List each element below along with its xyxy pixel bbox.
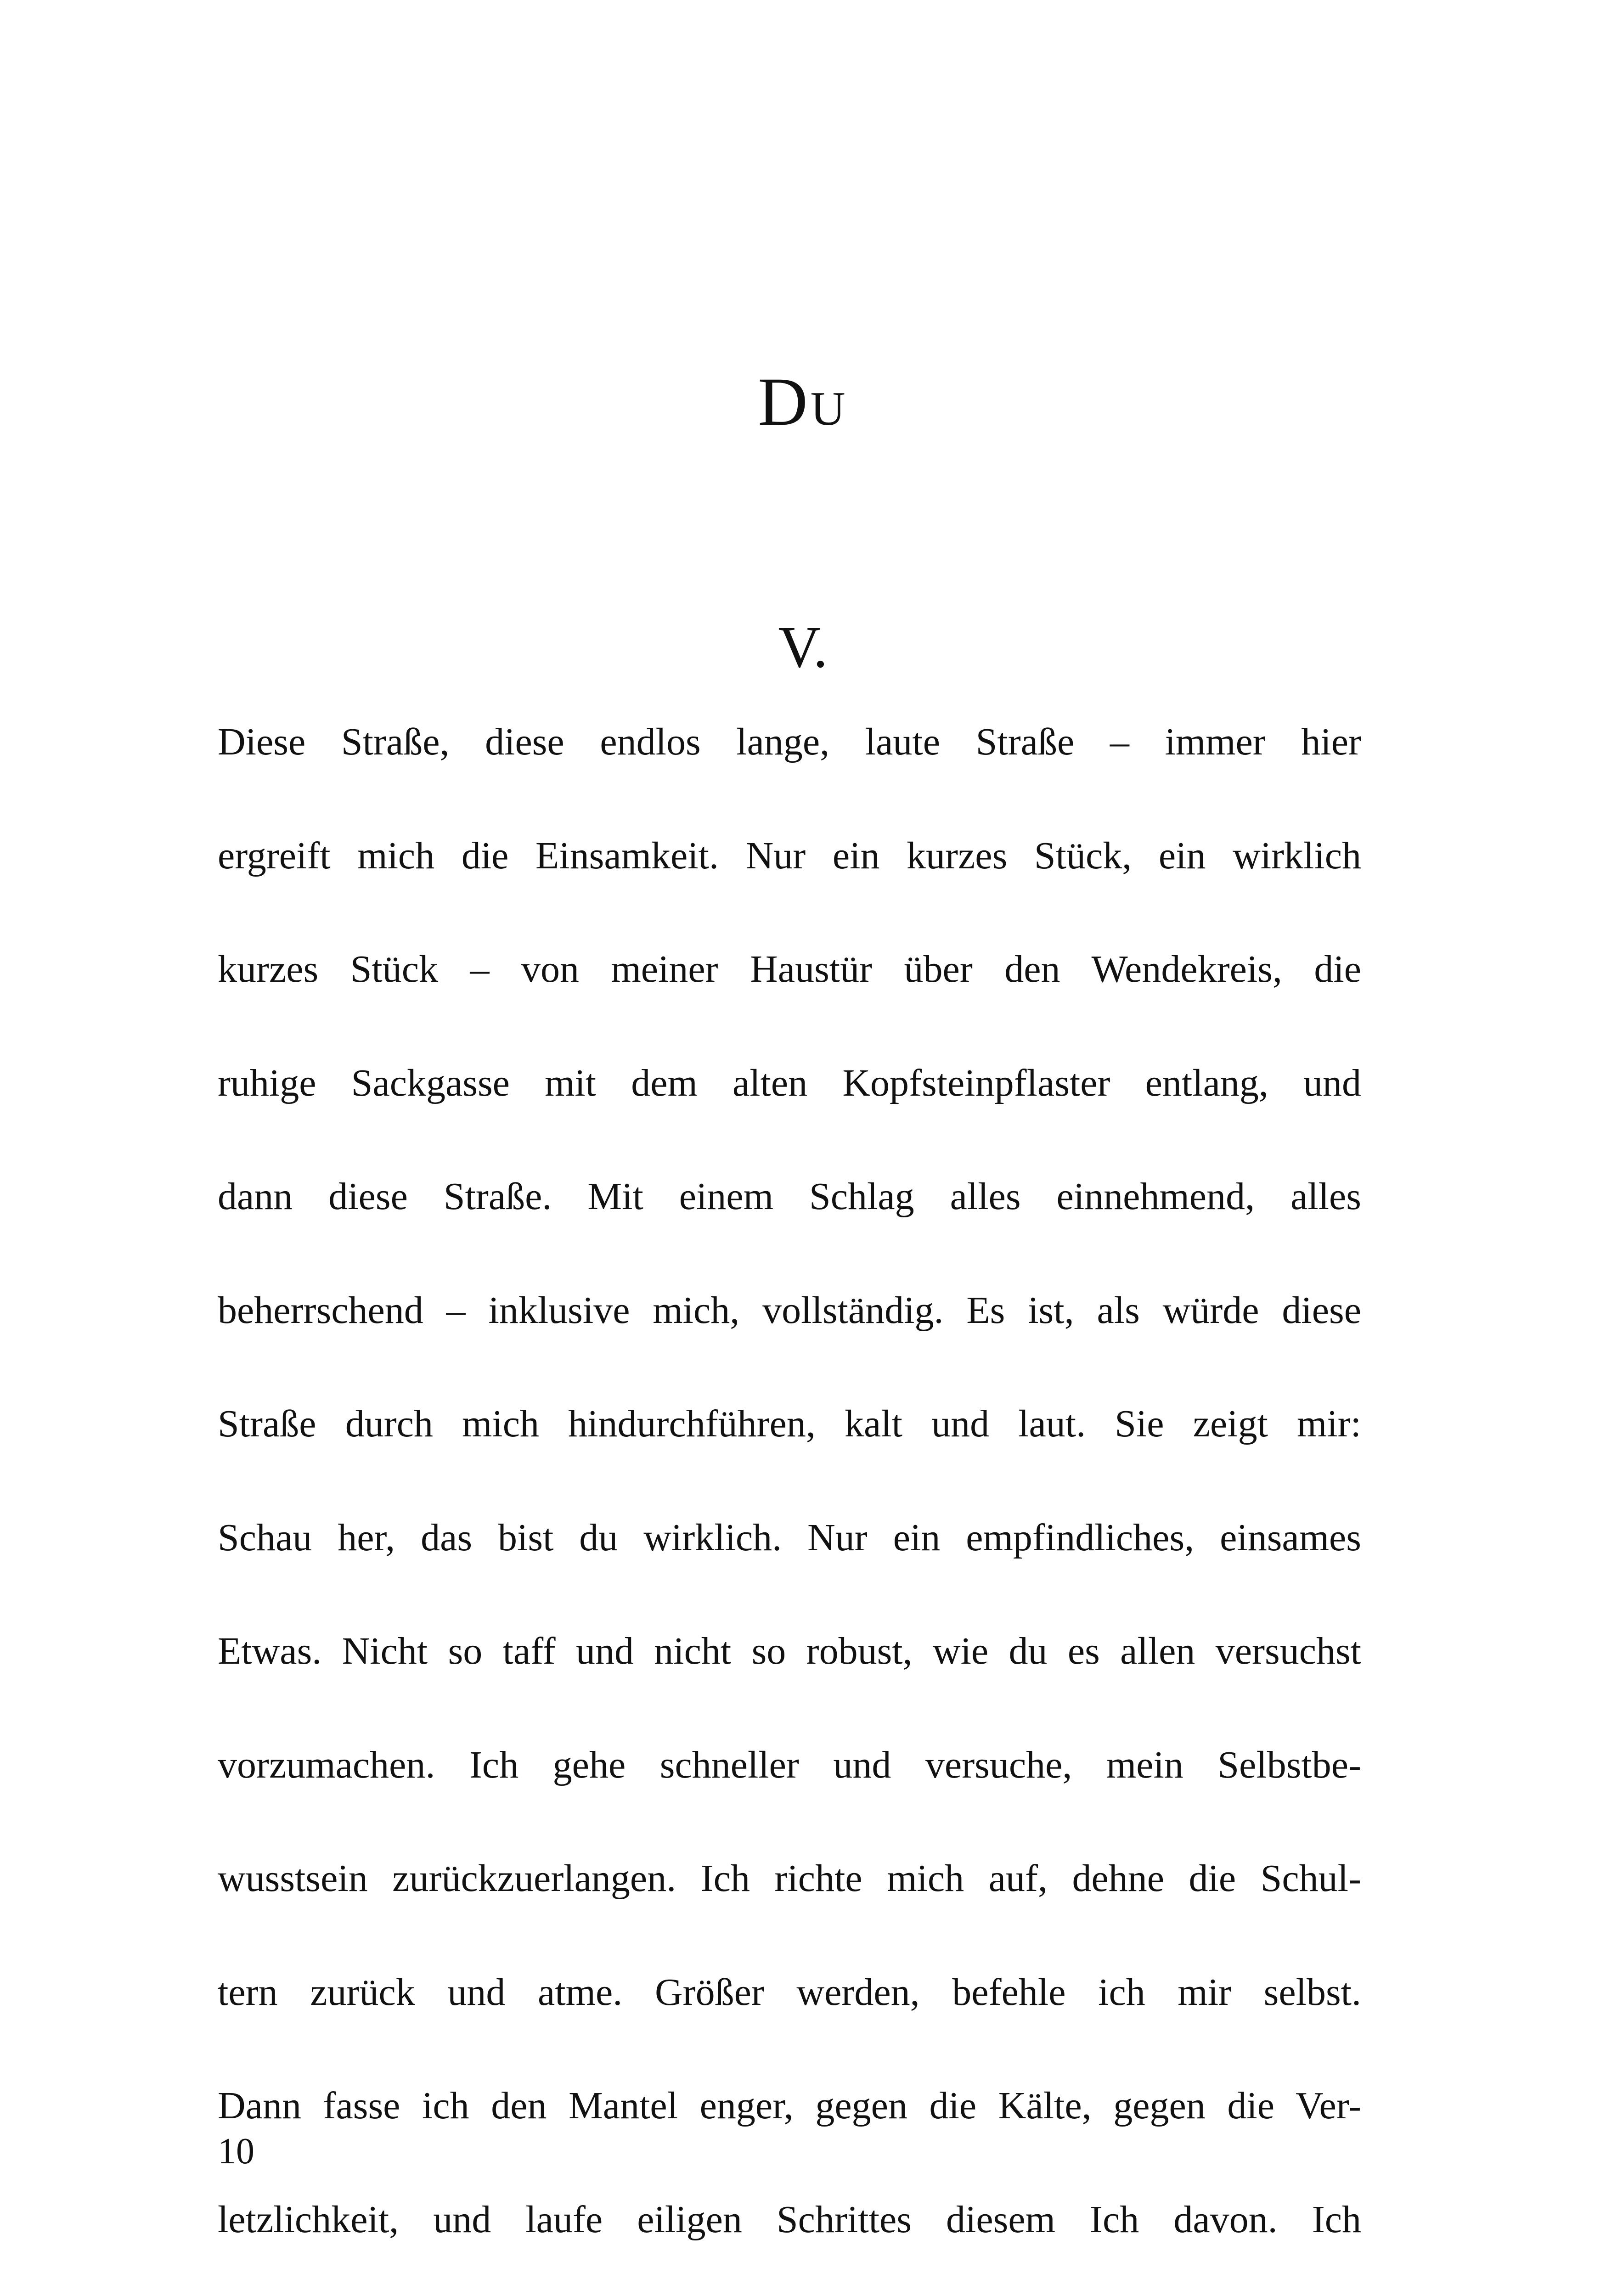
text-line: beherrschend – inklusive mich, vollständig. Es ist, als würde diese xyxy=(218,1288,1361,1401)
text-line: Straße durch mich hindurchführen, kalt und laut. Sie zeigt mir: xyxy=(218,1401,1361,1515)
text-line: letzlichkeit, und laufe eiligen Schrittes diesem Ich davon. Ich xyxy=(218,2197,1361,2296)
body-text xyxy=(218,719,1361,2296)
text-line: Dann fasse ich den Mantel enger, gegen die Kälte, gegen die Ver- xyxy=(218,2083,1361,2197)
chapter-title: Du xyxy=(0,367,1606,436)
page-number: 10 xyxy=(218,2133,254,2170)
text-line: Etwas. Nicht so taff und nicht so robust, wie du es allen versuchst xyxy=(218,1628,1361,1742)
text-line: ergreift mich die Einsamkeit. Nur ein kurzes Stück, ein wirklich xyxy=(218,833,1361,947)
text-line: Diese Straße, diese endlos lange, laute Straße – immer hier xyxy=(218,719,1361,833)
text-line: Schau her, das bist du wirklich. Nur ein empfindliches, einsames xyxy=(218,1515,1361,1629)
text-line: dann diese Straße. Mit einem Schlag alles einnehmend, alles xyxy=(218,1174,1361,1288)
section-number: V. xyxy=(0,618,1606,676)
text-line: ruhige Sackgasse mit dem alten Kopfsteinpflaster entlang, und xyxy=(218,1060,1361,1174)
text-line: vorzumachen. Ich gehe schneller und versuche, mein Selbstbe- xyxy=(218,1742,1361,1856)
text-line: wusstsein zurückzuerlangen. Ich richte mich auf, dehne die Schul- xyxy=(218,1856,1361,1970)
text-line: kurzes Stück – von meiner Haustür über den Wendekreis, die xyxy=(218,946,1361,1060)
text-line: tern zurück und atme. Größer werden, befehle ich mir selbst. xyxy=(218,1970,1361,2083)
